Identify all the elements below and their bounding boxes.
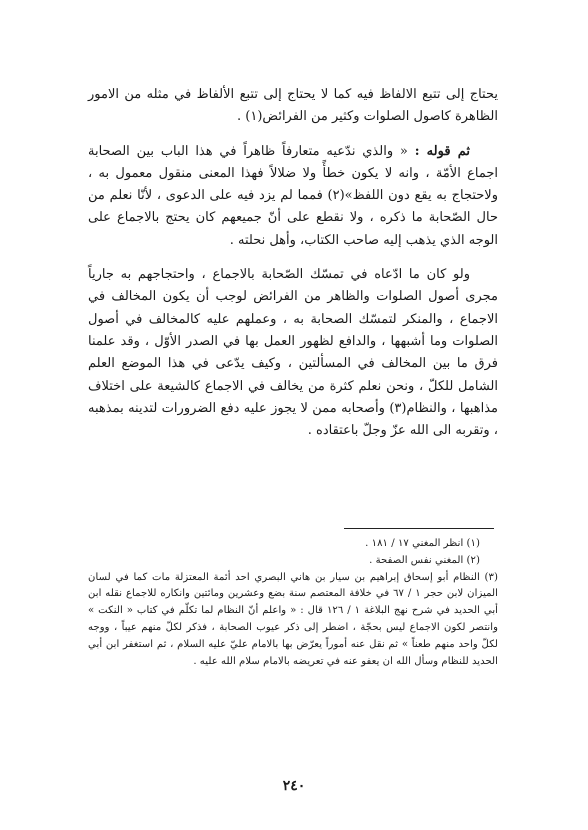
paragraph-gap [88,129,498,141]
footnote-2: (٢) المغني نفس الصفحة . [369,554,480,566]
paragraph-1: يحتاج إلى تتبع الالفاظ فيه كما لا يحتاج إلى تتبع الألفاظ في مثله من الامور الظاهرة كاصول الصلوات وكثير من الفرائض(١) . [88,87,498,125]
paragraph-gap [88,252,498,264]
footnotes [88,536,498,670]
main-text [88,84,498,442]
paragraph-3: ولو كان ما ادّعاه في تمسّك الصّحابة بالاجماع ، واحتجاجهم به جارياً مجرى أصول الصلوات والظاهر من الفرائض لوجب أن يكون المخالف في الاجماع ، والمنكر لتمسّك الصحابة به ، وعملهم عليه كالمخالف في أصول الصلوات وما أشبهها ، والدافع لظهور العمل بها في الصدر الأوّل ، وقد علمنا فرق ما بين المخالف في المسألتين ، وكيف يدّعى في هذا الموضع العلم الشامل للكلّ ، ونحن نعلم كثرة من يخالف في الاجماع كالشيعة على اختلاف مذاهبها ، والنظام(٣) وأصحابه ممن لا يجوز عليه دفع الضرورات لتدينه بمذهبه ، وتقربه الى الله عزّ وجلّ باعتقاده . [88,267,498,439]
footnote-separator [344,528,494,529]
footnote-3: (٣) النظام أبو إسحاق إبراهيم بن سيار بن هاني البصري احد أئمة المعتزلة مات كما في لسان الميزان لابن حجر ١ / ٦٧ في خلافة المعتصم سنة بضع وعشرين ومائتين وانكاره للاجماع نقله ابن أبي الحديد في شرح نهج البلاغة ١ / ١٢٦ قال : « واعلم أنّ النظام لما تكلّم في كتاب « النكت » وانتصر لكون الاجماع ليس بحجّة ، اضطر إلى ذكر عيوب الصحابة ، فذكر لكلّ منهم عيباً ، ووجه لكلّ واحد منهم طعناً » ثم نقل عنه أموراً يعرّض بها بالامام عليّ عليه السلام ، ثم استغفر ابن أبي الحديد للنظام وسأل الله ان يعفو عنه في تعريضه بالامام سلام الله عليه . [88,571,498,667]
paragraph-2-lead: ثم قوله : [414,143,471,159]
footnote-1: (١) انظر المغني ١٧ / ١٨١ . [365,538,480,549]
page-number: ٢٤٠ [282,778,306,794]
paragraph-2 [88,141,498,252]
paragraph-2-text: « والذي ندّعيه متعارفاً ظاهراً في هذا الباب بين الصحابة اجماع الأمّة ، وانه لا يكون خطأً ولا ضلالاً فهذا المعنى منقول معمول به ، ولاحتجاج به يقع دون اللفظ»(٢) فمما لم يزد فيه على الدعوى ، لأنّا نعلم من حال الصّحابة ما ذكره ، ولا نقطع على أنّ جميعهم كان يحتج بالاجماع على الوجه الذي يذهب إليه صاحب الكتاب، وأهل نحلته . [88,143,498,248]
